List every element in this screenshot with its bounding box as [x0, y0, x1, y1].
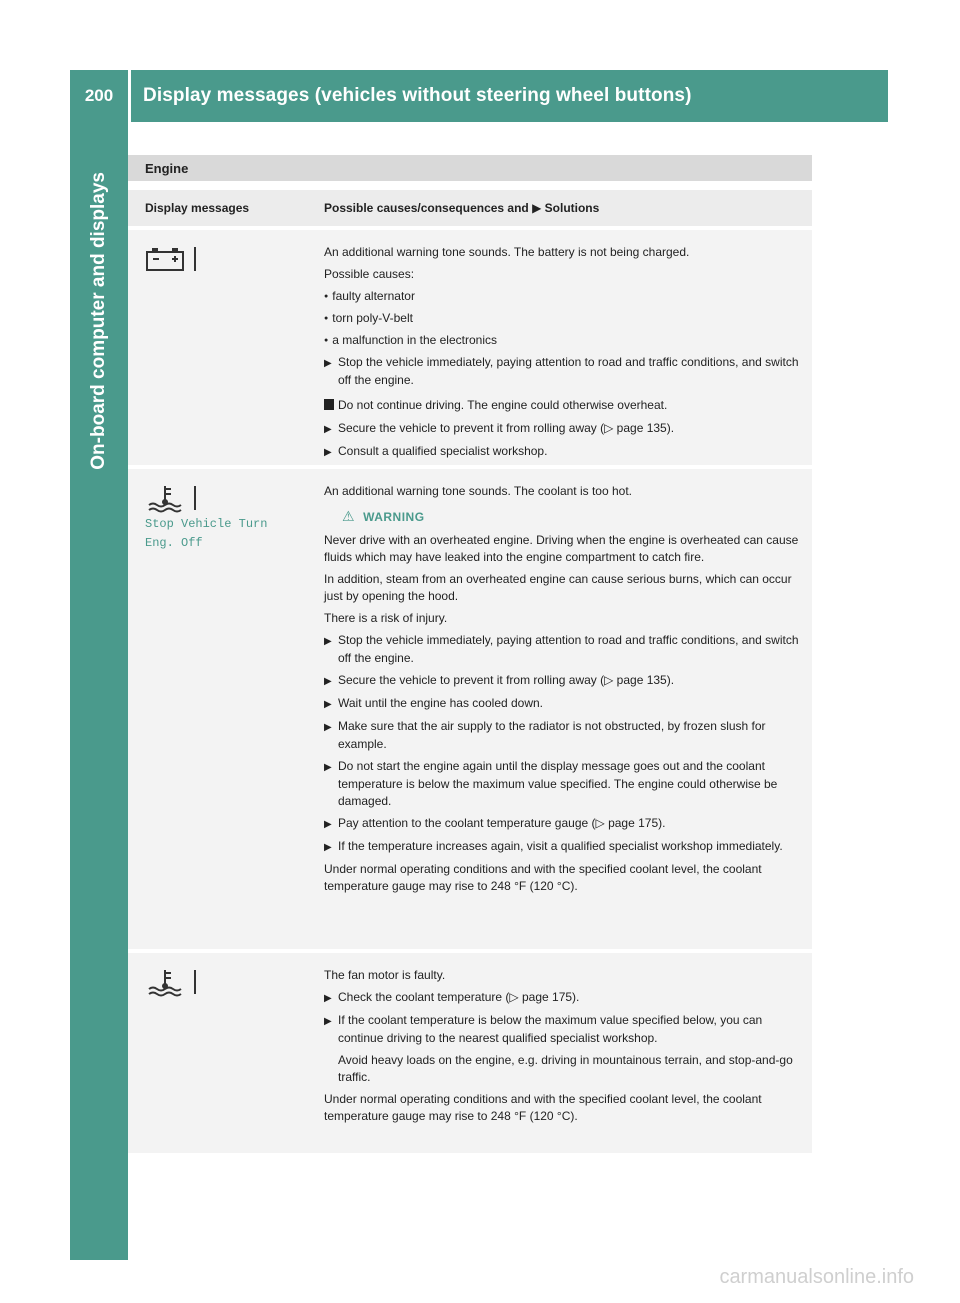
table-row [128, 949, 812, 1153]
action-arrow-icon: ▶ [324, 424, 332, 435]
display-message-line: Eng. Off [145, 536, 203, 550]
table-row [128, 226, 812, 465]
bullet-item: ● faulty alternator [324, 288, 800, 305]
bullet-item: ● a malfunction in the electronics [324, 332, 800, 349]
battery-icon [145, 244, 205, 274]
description-text: Under normal operating conditions and with the specified coolant level, the coolant temperature gauge may rise to 248 °F (120 °C). [324, 1092, 762, 1123]
page-number: 200 [84, 86, 114, 105]
action-step: ▶ Secure the vehicle to prevent it from rolling away (▷ page 135). [324, 420, 800, 438]
warning-text: In addition, steam from an overheated engine can cause serious burns, which can occur just by opening the hood. [324, 572, 792, 603]
warning-text: There is a risk of injury. [324, 611, 448, 625]
description-text: An additional warning tone sounds. The battery is not being charged. [324, 245, 690, 259]
display-message-cell [128, 469, 324, 949]
page-header [70, 70, 888, 122]
column-header-display-messages: Display messages [145, 201, 250, 215]
action-arrow-icon: ▶ [324, 699, 332, 710]
action-arrow-icon: ▶ [324, 676, 332, 687]
action-step: ▶ Pay attention to the coolant temperature gauge (▷ page 175). [324, 815, 800, 833]
action-arrow-icon: ▶ [324, 1016, 332, 1027]
action-step: ▶ Wait until the engine has cooled down. [324, 695, 800, 713]
action-arrow-icon: ▶ [324, 819, 332, 830]
chapter-label: On-board computer and displays [88, 172, 109, 470]
chapter-side-tab [70, 122, 128, 1260]
footer-watermark: carmanualsonline.info [719, 1266, 914, 1288]
action-arrow-icon: ▶ [324, 842, 332, 853]
warning-heading: ⚠ WARNING [342, 508, 425, 524]
description-text: The fan motor is faulty. [324, 968, 446, 982]
table-header [128, 190, 812, 226]
action-step: ▶ Check the coolant temperature (▷ page 175). [324, 989, 800, 1007]
causes-solutions-cell [324, 953, 812, 1153]
action-arrow-icon: ▶ [324, 722, 332, 733]
action-arrow-icon: ▶ [324, 636, 332, 647]
caution-icon [324, 399, 334, 410]
action-arrow-icon: ▶ [324, 762, 332, 773]
warning-text: Never drive with an overheated engine. Driving when the engine is overheated can cause fluids which may have leaked into the engine compartment to catch fire. [324, 533, 799, 564]
column-header-causes-solutions: Possible causes/consequences and ▶ Solutions [324, 201, 600, 215]
coolant-temperature-icon [145, 967, 205, 997]
display-message-cell [128, 230, 324, 465]
messages-table [128, 190, 812, 1153]
bullet-item: ● torn poly-V-belt [324, 310, 800, 327]
action-step: ▶ If the temperature increases again, visit a qualified specialist workshop immediately. [324, 838, 800, 856]
action-step: ▶ Do not start the engine again until the display message goes out and the coolant temperature is below the maximum value specified. The engine could otherwise be damaged. [324, 759, 778, 808]
action-arrow-icon: ▶ [324, 358, 332, 369]
display-message-cell [128, 953, 324, 1153]
section-heading: Engine [128, 155, 812, 181]
description-text: Possible causes: [324, 267, 415, 281]
action-step: ▶ Make sure that the air supply to the radiator is not obstructed, by frozen slush for example. [324, 719, 766, 751]
page-title: Display messages (vehicles without steering wheel buttons) [143, 85, 692, 106]
description-text: Avoid heavy loads on the engine, e.g. driving in mountainous terrain, and stop-and-go traffic. [338, 1053, 793, 1084]
action-step: ▶ Secure the vehicle to prevent it from rolling away (▷ page 135). [324, 672, 800, 690]
action-step: ▶ Stop the vehicle immediately, paying attention to road and traffic conditions, and switch off the engine. [324, 633, 799, 665]
action-arrow-icon: ▶ [324, 993, 332, 1004]
caution-note: Do not continue driving. The engine could otherwise overheat. [324, 397, 800, 414]
action-step: ▶ If the coolant temperature is below the maximum value specified below, you can continue driving to the nearest qualified specialist workshop. [324, 1013, 763, 1045]
display-message-line: Stop Vehicle Turn [145, 517, 268, 531]
coolant-temperature-icon [145, 483, 205, 513]
causes-solutions-cell [324, 469, 812, 949]
causes-solutions-cell [324, 230, 812, 465]
table-row [128, 465, 812, 949]
action-arrow-icon: ▶ [324, 447, 332, 458]
action-step: ▶ Stop the vehicle immediately, paying attention to road and traffic conditions, and switch off the engine. [324, 355, 799, 387]
description-text: Under normal operating conditions and with the specified coolant level, the coolant temperature gauge may rise to 248 °F (120 °C). [324, 862, 762, 893]
description-text: An additional warning tone sounds. The coolant is too hot. [324, 484, 632, 498]
warning-triangle-icon: ⚠ [342, 508, 356, 524]
action-step: ▶ Consult a qualified specialist workshop. [324, 443, 800, 461]
